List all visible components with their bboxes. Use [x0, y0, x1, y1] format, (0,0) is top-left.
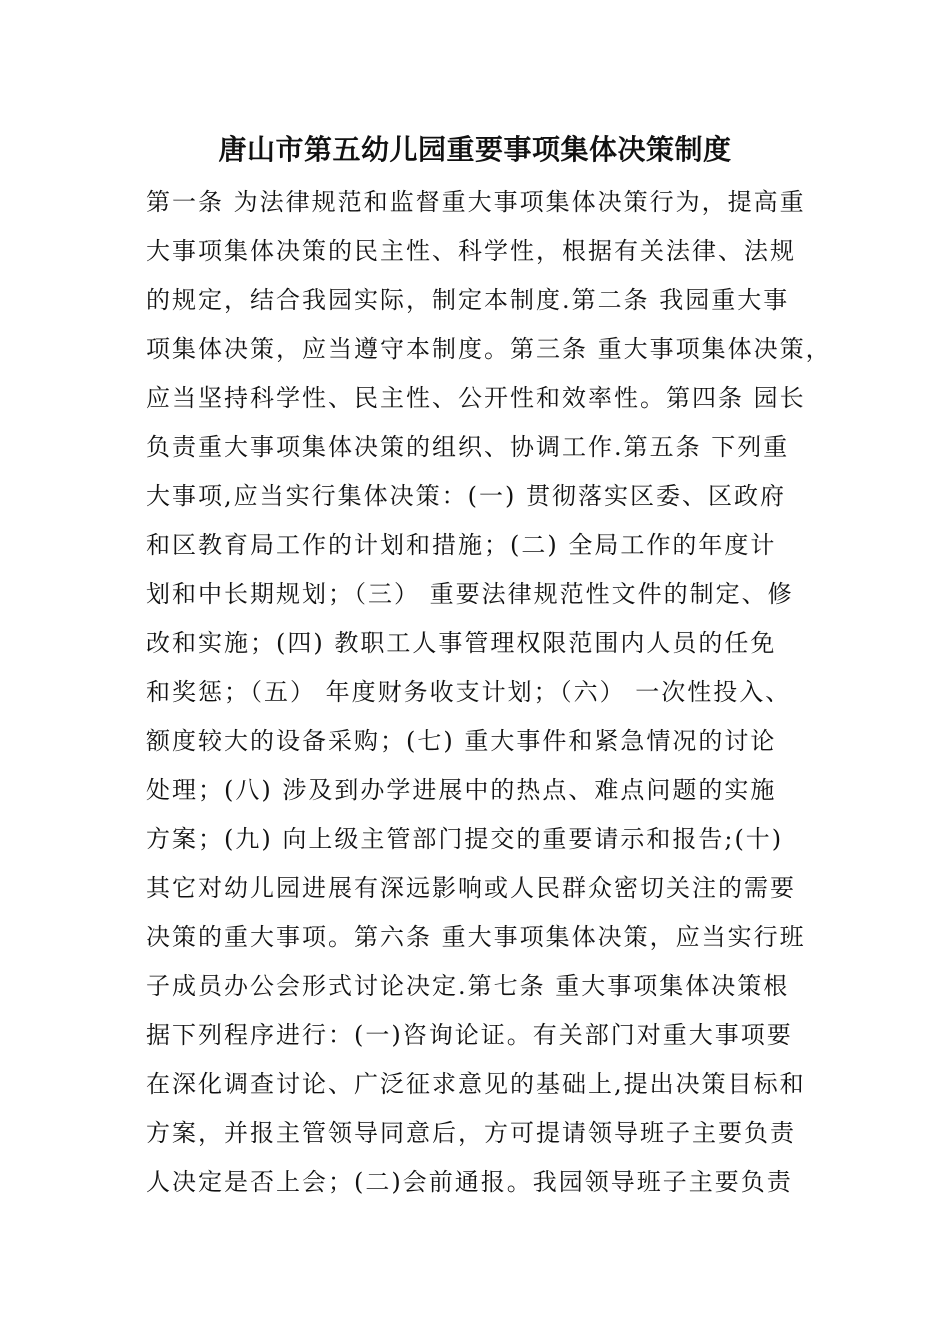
body-text-line: 负责重大事项集体决策的组织、协调工作.第五条 下列重	[146, 433, 790, 461]
body-text-line: 的规定，结合我园实际，制定本制度.第二条 我园重大事	[146, 286, 790, 314]
document-body	[146, 178, 832, 1207]
body-text-line: 决策的重大事项。第六条 重大事项集体决策，应当实行班	[146, 923, 806, 951]
body-text-line: 和区教育局工作的计划和措施；(二) 全局工作的年度计	[146, 531, 777, 559]
body-text-line: 子成员办公会形式讨论决定.第七条 重大事项集体决策根	[146, 972, 790, 1000]
body-text-line: 第一条 为法律规范和监督重大事项集体决策行为，提高重	[146, 188, 806, 216]
document-title: 唐山市第五幼儿园重要事项集体决策制度	[218, 133, 732, 166]
body-text-line: 处理；(八) 涉及到办学进展中的热点、难点问题的实施	[146, 776, 777, 804]
body-text-line: 据下列程序进行：(一)咨询论证。有关部门对重大事项要	[146, 1021, 793, 1049]
body-text-line: 改和实施；(四) 教职工人事管理权限范围内人员的任免	[146, 629, 777, 657]
body-text-line: 划和中长期规划；（三） 重要法律规范性文件的制定、修	[146, 580, 794, 608]
body-text-line: 大事项集体决策的民主性、科学性，根据有关法律、法规	[146, 237, 796, 265]
body-text-line: 应当坚持科学性、民主性、公开性和效率性。第四条 园长	[146, 384, 806, 412]
body-text-line: 方案，并报主管领导同意后，方可提请领导班子主要负责	[146, 1119, 796, 1147]
body-text-line: 方案；(九) 向上级主管部门提交的重要请示和报告;(十)	[146, 825, 784, 853]
body-text-line: 和奖惩；（五） 年度财务收支计划；（六） 一次性投入、	[146, 678, 792, 706]
body-text-line: 大事项,应当实行集体决策：(一) 贯彻落实区委、区政府	[146, 482, 786, 510]
body-text-line: 额度较大的设备采购；(七) 重大事件和紧急情况的讨论	[146, 727, 777, 755]
body-text-line: 项集体决策，应当遵守本制度。第三条 重大事项集体决策，	[146, 335, 832, 363]
body-text-line: 人决定是否上会；(二)会前通报。我园领导班子主要负责	[146, 1168, 793, 1196]
body-text-line: 在深化调查讨论、广泛征求意见的基础上,提出决策目标和	[146, 1070, 806, 1098]
body-text-line: 其它对幼儿园进展有深远影响或人民群众密切关注的需要	[146, 874, 796, 902]
